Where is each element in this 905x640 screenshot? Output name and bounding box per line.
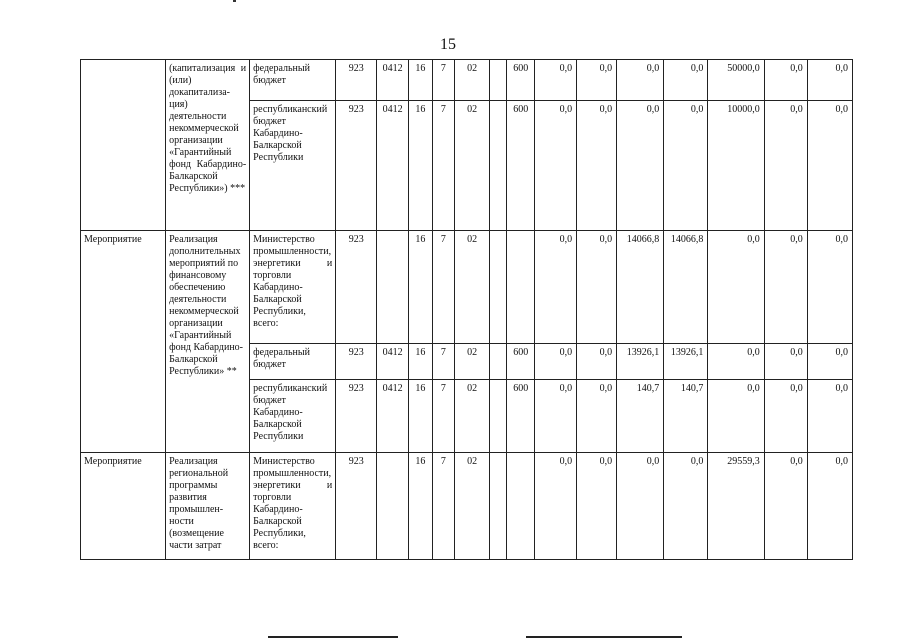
value-cell-6: 0,0 [764,453,807,560]
value-cell-4: 0,0 [664,101,708,231]
value-cell-7: 0,0 [807,101,852,231]
subprogram-cell: 7 [432,344,455,380]
program-cell: 16 [409,453,433,560]
value-cell-5: 0,0 [708,380,764,453]
grbs-cell: 923 [336,231,377,344]
value-cell-3: 0,0 [617,60,664,101]
funding-source-cell: Министерство промышленности, энергетики и торговли Кабардино-Балкарской Республики, всего: [250,231,336,344]
value-cell-2: 0,0 [577,231,617,344]
value-cell-4: 140,7 [664,380,708,453]
main-event-cell: 02 [455,453,490,560]
value-cell-6: 0,0 [764,344,807,380]
event-type-cell: Мероприятие [81,453,166,560]
grbs-cell: 923 [336,380,377,453]
value-cell-5: 29559,3 [708,453,764,560]
funding-source-cell: Министерство промышленности, энергетики и торговли Кабардино-Балкарской Республики, всего: [250,453,336,560]
value-cell-1: 0,0 [535,380,577,453]
funding-source-cell: федеральный бюджет [250,60,336,101]
subprogram-cell: 7 [432,380,455,453]
subprogram-cell: 7 [432,453,455,560]
subprogram-cell: 7 [432,101,455,231]
value-cell-1: 0,0 [535,60,577,101]
scan-speck [233,0,236,2]
value-cell-3: 0,0 [617,453,664,560]
funding-source-cell: республиканский бюджет Кабардино-Балкарской Республики [250,380,336,453]
table-body [81,60,853,560]
rzpr-cell: 0412 [377,344,409,380]
main-event-cell: 02 [455,101,490,231]
table-row [81,453,853,560]
value-cell-3: 140,7 [617,380,664,453]
value-cell-7: 0,0 [807,60,852,101]
value-cell-4: 0,0 [664,453,708,560]
value-cell-5: 50000,0 [708,60,764,101]
value-cell-7: 0,0 [807,453,852,560]
value-cell-1: 0,0 [535,231,577,344]
main-event-cell: 02 [455,60,490,101]
table-row [81,231,853,344]
direction-cell [490,231,507,344]
direction-cell [490,60,507,101]
subprogram-cell: 7 [432,60,455,101]
value-cell-4: 0,0 [664,60,708,101]
event-name-cell: Реализация дополнительных мероприятий по финансовому обеспечению деятельности некоммерческой организации «Гарантийный фонд Кабардино-Балкарской Республики» ** [166,231,250,453]
grbs-cell: 923 [336,344,377,380]
main-event-cell: 02 [455,231,490,344]
value-cell-6: 0,0 [764,60,807,101]
direction-cell [490,453,507,560]
direction-cell [490,344,507,380]
vr-cell: 600 [507,101,535,231]
event-name-cell: (капитализация и (или) докапитализа-ция) деятельности некоммерческой организации «Гарантийный фонд Кабардино-Балкарской Республики») *** [166,60,250,231]
value-cell-5: 10000,0 [708,101,764,231]
rzpr-cell: 0412 [377,60,409,101]
rzpr-cell [377,231,409,344]
scan-artifact-line [526,636,682,638]
page-number: 15 [440,36,456,53]
direction-cell [490,380,507,453]
value-cell-4: 13926,1 [664,344,708,380]
main-event-cell: 02 [455,380,490,453]
grbs-cell: 923 [336,101,377,231]
vr-cell: 600 [507,344,535,380]
program-cell: 16 [409,344,433,380]
main-event-cell: 02 [455,344,490,380]
value-cell-7: 0,0 [807,380,852,453]
event-type-cell [81,60,166,231]
value-cell-2: 0,0 [577,344,617,380]
funding-source-cell: федеральный бюджет [250,344,336,380]
vr-cell: 600 [507,380,535,453]
program-cell: 16 [409,380,433,453]
vr-cell [507,453,535,560]
scan-artifact-line [268,636,398,638]
direction-cell [490,101,507,231]
rzpr-cell: 0412 [377,101,409,231]
grbs-cell: 923 [336,60,377,101]
value-cell-5: 0,0 [708,344,764,380]
value-cell-3: 13926,1 [617,344,664,380]
program-cell: 16 [409,101,433,231]
value-cell-6: 0,0 [764,231,807,344]
subprogram-cell: 7 [432,231,455,344]
table-row [81,60,853,101]
rzpr-cell: 0412 [377,380,409,453]
value-cell-4: 14066,8 [664,231,708,344]
value-cell-2: 0,0 [577,101,617,231]
value-cell-3: 14066,8 [617,231,664,344]
value-cell-1: 0,0 [535,101,577,231]
value-cell-6: 0,0 [764,380,807,453]
rzpr-cell [377,453,409,560]
value-cell-6: 0,0 [764,101,807,231]
value-cell-1: 0,0 [535,453,577,560]
budget-table [80,59,853,560]
program-cell: 16 [409,60,433,101]
vr-cell [507,231,535,344]
value-cell-5: 0,0 [708,231,764,344]
value-cell-7: 0,0 [807,344,852,380]
event-type-cell: Мероприятие [81,231,166,453]
vr-cell: 600 [507,60,535,101]
event-name-cell: Реализация региональной программы развития промышлен-ности (возмещение части затрат [166,453,250,560]
value-cell-1: 0,0 [535,344,577,380]
program-cell: 16 [409,231,433,344]
value-cell-2: 0,0 [577,60,617,101]
value-cell-3: 0,0 [617,101,664,231]
funding-source-cell: республиканский бюджет Кабардино-Балкарской Республики [250,101,336,231]
value-cell-2: 0,0 [577,453,617,560]
value-cell-2: 0,0 [577,380,617,453]
grbs-cell: 923 [336,453,377,560]
value-cell-7: 0,0 [807,231,852,344]
